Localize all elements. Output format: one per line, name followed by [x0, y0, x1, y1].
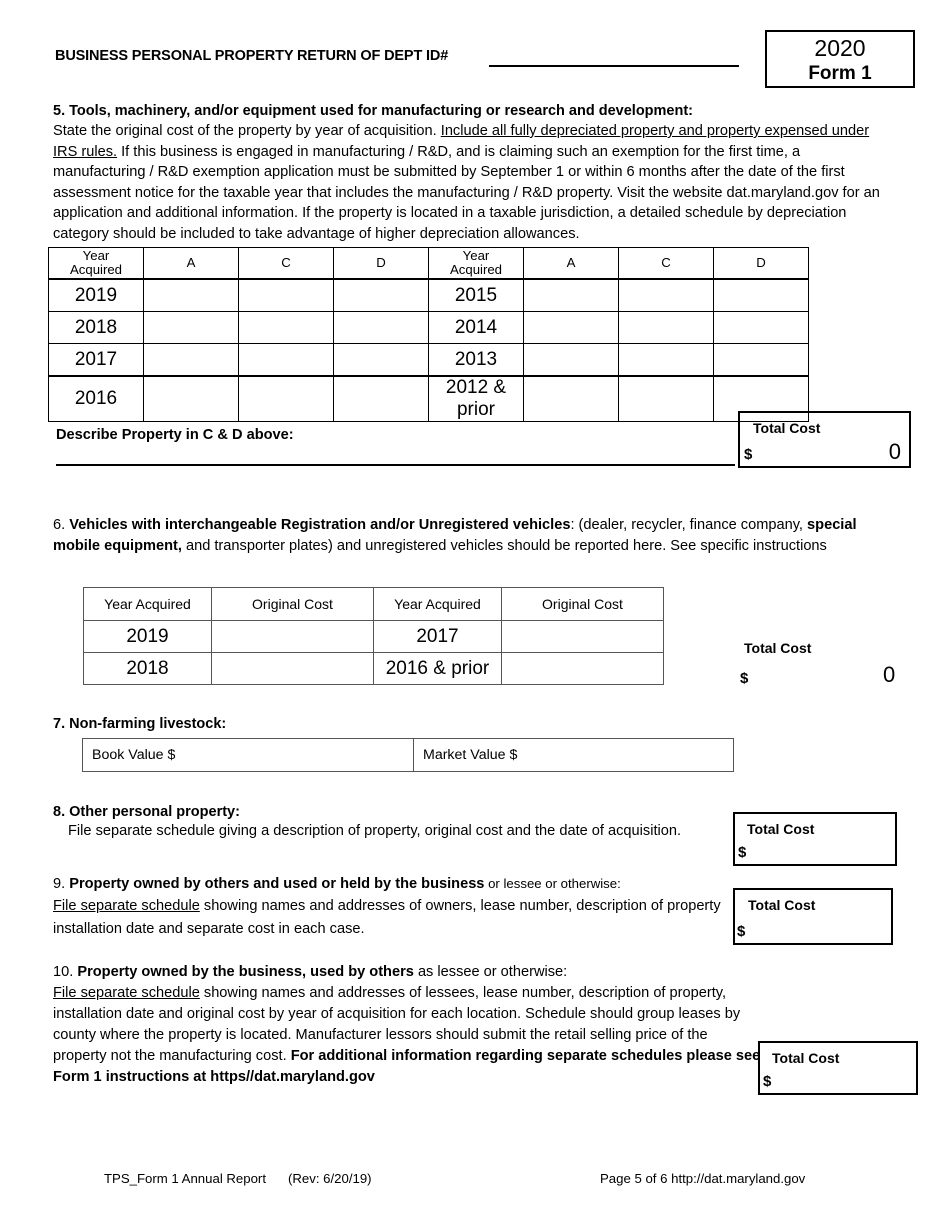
year-label: 2019: [49, 279, 144, 312]
input-cell-c[interactable]: [619, 312, 714, 344]
table-row: [84, 653, 664, 685]
year-label: 2014: [429, 312, 524, 344]
page-title: BUSINESS PERSONAL PROPERTY RETURN OF DEPT ID#: [55, 48, 449, 64]
year-label: 2018: [49, 312, 144, 344]
section-6-bold-lead: Vehicles with interchangeable Registration and/or Unregistered vehicles: [69, 517, 571, 533]
currency-symbol: $: [744, 446, 753, 463]
section-5-heading: 5. Tools, machinery, and/or equipment used for manufacturing or research and development:: [53, 103, 694, 119]
column-header-year-acquired-left: Year Acquired: [49, 248, 144, 280]
total-cost-label: Total Cost: [744, 640, 812, 656]
column-header-c-right: C: [619, 248, 714, 280]
section-6-number: 6.: [53, 517, 70, 533]
currency-symbol: $: [740, 670, 749, 687]
table-row: [49, 376, 809, 422]
section-6-text-2: and transporter plates) and unregistered vehicles should be reported here. See specific instructions: [181, 537, 827, 554]
section-8-heading: 8. Other personal property:: [53, 804, 240, 820]
section-8-paragraph: File separate schedule giving a description of property, original cost and the date of acquisition.: [68, 823, 682, 839]
section-9-bold-lead: Property owned by others and used or held by the business: [69, 876, 485, 892]
total-cost-label: Total Cost: [772, 1050, 840, 1066]
currency-symbol: $: [737, 923, 746, 940]
input-cell-d[interactable]: [714, 312, 809, 344]
input-cell-d[interactable]: [714, 279, 809, 312]
total-cost-label: Total Cost: [753, 420, 821, 436]
section-7-livestock-table: [82, 738, 734, 772]
section-9-text-1: or lessee or otherwise:: [484, 876, 621, 891]
table-header-row: [84, 588, 664, 621]
section-10-text-1: as lessee or otherwise:: [413, 964, 568, 980]
section-5-text-rest: If this business is engaged in manufacturing / R&D, and is claiming such an exemption for the first time, a manufacturing / R&D exemption application must be submitted by September 1 or within 6 months after the date of the first assessment notice for the taxable year that includes the manufacturing / R&D property. Visit the website dat.maryland.gov for an application and additional information. If the property is located in a taxable jurisdiction, a detailed schedule by depreciation category should be included to take advantage of higher depreciation allowances.: [53, 143, 880, 242]
currency-symbol: $: [738, 844, 747, 861]
input-cell-c[interactable]: [619, 344, 714, 377]
column-header-c-left: C: [239, 248, 334, 280]
year-label: 2012 & prior: [429, 376, 524, 422]
total-cost-label: Total Cost: [747, 821, 815, 837]
describe-property-input-line[interactable]: [56, 464, 735, 466]
market-value-field[interactable]: Market Value $: [414, 739, 734, 772]
year-label: 2015: [429, 279, 524, 312]
section-10-number: 10.: [53, 964, 78, 980]
section-6-paragraph: [53, 515, 903, 556]
section-5-total-cost-box: [738, 411, 911, 468]
input-cell-c[interactable]: [239, 312, 334, 344]
year-label: 2013: [429, 344, 524, 377]
input-cell-a[interactable]: [144, 376, 239, 422]
input-cell-a[interactable]: [524, 344, 619, 377]
input-cell-original-cost[interactable]: [212, 653, 374, 685]
footer-left: [104, 1171, 372, 1186]
input-cell-c[interactable]: [239, 279, 334, 312]
input-cell-a[interactable]: [524, 376, 619, 422]
table-header-row: [49, 248, 809, 280]
year-label: 2017: [49, 344, 144, 377]
total-cost-value[interactable]: 0: [883, 662, 896, 687]
year-label: 2017: [374, 621, 502, 653]
section-6-bold-2: special mobile equipment,: [53, 517, 857, 554]
year-label: 2016 & prior: [374, 653, 502, 685]
section-5-year-acquired-table: [48, 247, 809, 422]
footer-form-name: TPS_Form 1 Annual Report: [104, 1171, 266, 1186]
dept-id-input-line[interactable]: [489, 65, 739, 67]
input-cell-original-cost[interactable]: [502, 621, 664, 653]
section-10-text-2: showing names and addresses of lessees, lease number, description of property, installation date and original cost by year of acquisition for each location. Schedule should group leases by county where the property is located. Manufacturer lessors should submit the retail selling price of the property not the manufacturing cost.: [53, 985, 741, 1064]
input-cell-d[interactable]: [714, 344, 809, 377]
section-8-total-cost-box: [733, 812, 897, 866]
form-year: 2020: [814, 35, 866, 61]
describe-property-label: Describe Property in C & D above:: [56, 427, 294, 443]
input-cell-a[interactable]: [524, 279, 619, 312]
section-6-vehicles-table: [83, 587, 664, 685]
column-header-original-cost-right: Original Cost: [502, 588, 664, 621]
input-cell-original-cost[interactable]: [212, 621, 374, 653]
section-6-text-1: : (dealer, recycler, finance company,: [570, 517, 808, 533]
total-cost-value[interactable]: 0: [888, 439, 901, 464]
input-cell-d[interactable]: [334, 344, 429, 377]
section-10-total-cost-box: [758, 1041, 918, 1095]
column-header-d-left: D: [334, 248, 429, 280]
section-9-number: 9.: [53, 876, 70, 892]
form-number: Form 1: [808, 63, 872, 84]
column-header-year-acquired-right: Year Acquired: [429, 248, 524, 280]
input-cell-c[interactable]: [239, 376, 334, 422]
year-label: 2016: [49, 376, 144, 422]
column-header-d-right: D: [714, 248, 809, 280]
table-row: [49, 279, 809, 312]
input-cell-a[interactable]: [144, 344, 239, 377]
section-9-total-cost-box: [733, 888, 893, 945]
year-label: 2018: [84, 653, 212, 685]
column-header-a-left: A: [144, 248, 239, 280]
input-cell-c[interactable]: [619, 376, 714, 422]
input-cell-d[interactable]: [334, 376, 429, 422]
section-5-text-lead: State the original cost of the property by year of acquisition.: [53, 123, 441, 139]
section-5-text-underlined: Include all fully depreciated property and property expensed under IRS rules.: [53, 123, 870, 160]
section-7-heading: 7. Non-farming livestock:: [53, 716, 227, 732]
section-9-paragraph: [53, 873, 733, 940]
table-row: [49, 344, 809, 377]
section-6-total-cost: [740, 640, 915, 690]
column-header-original-cost-left: Original Cost: [212, 588, 374, 621]
input-cell-original-cost[interactable]: [502, 653, 664, 685]
year-label: 2019: [84, 621, 212, 653]
section-10-paragraph: [53, 962, 763, 1088]
input-cell-a[interactable]: [144, 279, 239, 312]
section-10-underlined: File separate schedule: [53, 985, 200, 1001]
section-10-bold-lead: Property owned by the business, used by others: [77, 964, 414, 980]
table-row: [84, 621, 664, 653]
column-header-year-acquired-left: Year Acquired: [84, 588, 212, 621]
currency-symbol: $: [763, 1073, 772, 1090]
table-row: [49, 312, 809, 344]
input-cell-c[interactable]: [619, 279, 714, 312]
year-form-box: [765, 30, 915, 88]
footer-revision: (Rev: 6/20/19): [288, 1171, 372, 1186]
input-cell-d[interactable]: [334, 312, 429, 344]
input-cell-d[interactable]: [334, 279, 429, 312]
input-cell-c[interactable]: [239, 344, 334, 377]
footer-page-info: Page 5 of 6 http://dat.maryland.gov: [600, 1171, 806, 1186]
input-cell-a[interactable]: [524, 312, 619, 344]
table-row: [83, 739, 734, 772]
section-10-bold-2: For additional information regarding separate schedules please see Form 1 instructions at https//dat.maryland.gov: [53, 1048, 761, 1085]
section-5-paragraph: [53, 121, 883, 245]
input-cell-a[interactable]: [144, 312, 239, 344]
book-value-field[interactable]: Book Value $: [83, 739, 414, 772]
column-header-a-right: A: [524, 248, 619, 280]
total-cost-label: Total Cost: [748, 897, 816, 913]
section-9-underlined: File separate schedule: [53, 898, 200, 915]
column-header-year-acquired-right: Year Acquired: [374, 588, 502, 621]
section-9-text-2: showing names and addresses of owners, lease number, description of property installation date and separate cost in each case.: [53, 898, 721, 937]
